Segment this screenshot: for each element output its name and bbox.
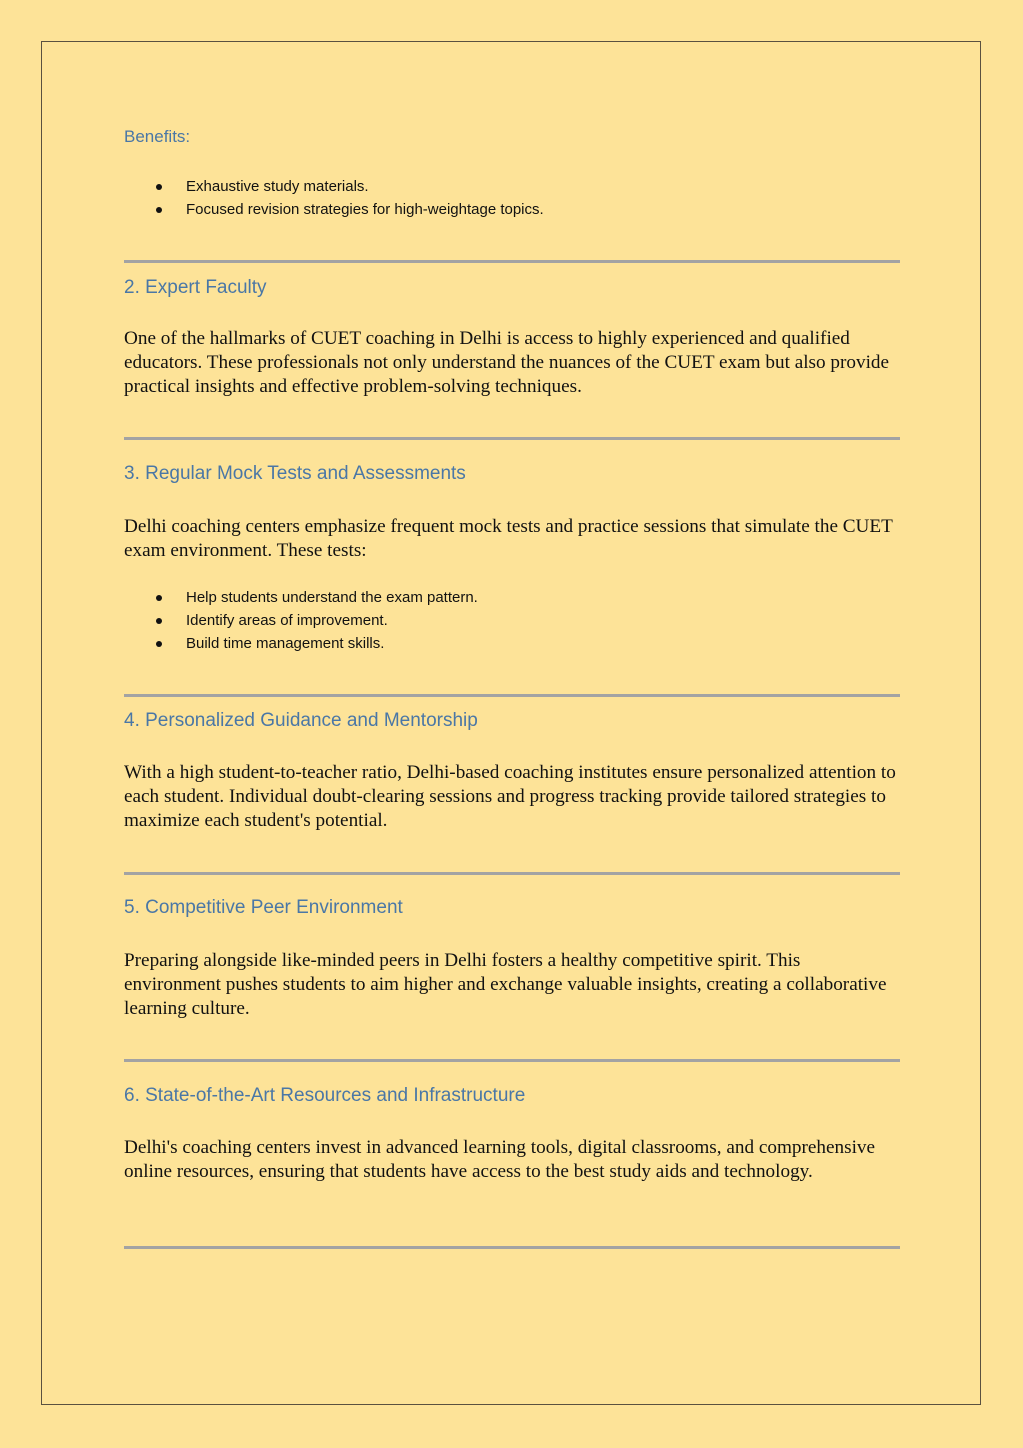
list-item: Identify areas of improvement.: [124, 609, 478, 632]
benefits-heading: Benefits:: [124, 127, 191, 146]
bullet-icon: [156, 618, 162, 624]
section-heading-mock-tests: 3. Regular Mock Tests and Assessments: [124, 463, 466, 484]
section-divider: [124, 437, 900, 440]
section-body-expert-faculty: One of the hallmarks of CUET coaching in Delhi is access to highly experienced and qualified educators. These professionals not only understand the nuances of the CUET exam but also provide practical insights and effective problem-solving techniques.: [124, 328, 890, 397]
section-body-guidance: With a high student-to-teacher ratio, Delhi-based coaching institutes ensure personalized attention to each student. Individual doubt-clearing sessions and progress tracking provide tailored strategies to maximize each student's potential.: [124, 762, 896, 831]
section-body-mock-tests: Delhi coaching centers emphasize frequent mock tests and practice sessions that simulate the CUET exam environment. These tests:: [124, 516, 893, 561]
section-divider: [124, 872, 900, 875]
list-item: Build time management skills.: [124, 632, 478, 655]
section-divider: [124, 1246, 900, 1249]
list-item: Help students understand the exam pattern.: [124, 586, 478, 609]
bullet-icon: [156, 207, 162, 213]
section-heading-expert-faculty: 2. Expert Faculty: [124, 277, 267, 298]
bullet-icon: [156, 641, 162, 647]
section-divider: [124, 260, 900, 263]
section-divider: [124, 1059, 900, 1062]
mock-tests-list: [124, 586, 478, 655]
benefits-list: [124, 175, 544, 221]
bullet-icon: [156, 184, 162, 190]
list-item: Focused revision strategies for high-weightage topics.: [124, 198, 544, 221]
section-body-peer-environment: Preparing alongside like-minded peers in Delhi fosters a healthy competitive spirit. This environment pushes students to aim higher and exchange valuable insights, creating a collaborative learning culture.: [124, 950, 887, 1019]
section-divider: [124, 694, 900, 697]
section-heading-peer-environment: 5. Competitive Peer Environment: [124, 897, 403, 918]
section-heading-guidance: 4. Personalized Guidance and Mentorship: [124, 710, 478, 731]
list-item: Exhaustive study materials.: [124, 175, 544, 198]
section-body-infrastructure: Delhi's coaching centers invest in advanced learning tools, digital classrooms, and comprehensive online resources, ensuring that students have access to the best study aids and technology.: [124, 1137, 876, 1182]
section-heading-infrastructure: 6. State-of-the-Art Resources and Infrastructure: [124, 1085, 526, 1106]
bullet-icon: [156, 595, 162, 601]
